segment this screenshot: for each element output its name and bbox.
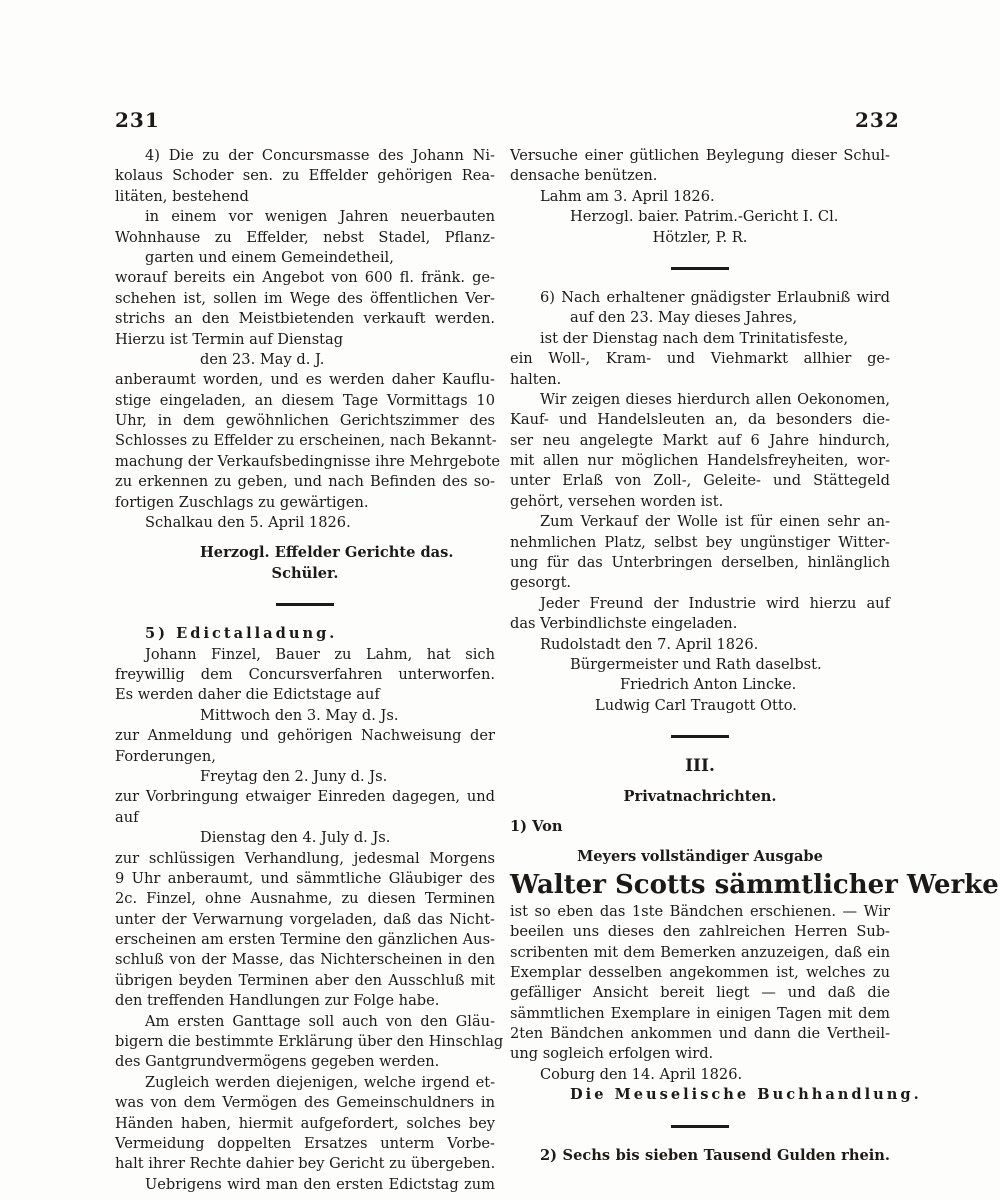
text-line: den treffenden Handlungen zur Folge habe. <box>115 992 440 1010</box>
text-line: Kauf- und Handelsleuten an, da besonders die- <box>510 411 890 429</box>
text-line: Bürgermeister und Rath daselbst. <box>570 655 822 673</box>
spacer <box>510 746 890 756</box>
right-text-column <box>510 146 999 1166</box>
text-line: Mittwoch den 3. May d. Js. <box>200 706 399 724</box>
text-line: gesorgt. <box>510 574 572 592</box>
spacer <box>510 807 890 817</box>
text-line: strichs an den Meistbietenden verkauft werden. <box>115 310 495 328</box>
text-line: Uhr, in dem gewöhnlichen Gerichtszimmer des <box>115 412 495 430</box>
text-line: das Verbindlichste eingeladen. <box>510 615 738 633</box>
text-line: Herzogl. baier. Patrim.-Gericht I. Cl. <box>570 208 839 226</box>
text-line: Die Meuselische Buchhandlung. <box>570 1086 922 1104</box>
text-line: auf <box>115 808 139 826</box>
text-line: kolaus Schoder sen. zu Effelder gehörigen Rea- <box>115 167 495 185</box>
text-line: anberaumt worden, und es werden daher Kauflu- <box>115 371 495 389</box>
text-line: 5) Edictalladung. <box>145 625 338 643</box>
text-line: nehmlichen Platz, selbst bey ungünstiger Witter- <box>510 533 890 551</box>
spacer <box>510 716 890 726</box>
section-divider <box>510 258 890 278</box>
text-line: 2c. Finzel, ohne Ausnahme, zu diesen Terminen <box>115 890 495 908</box>
text-line: zu erkennen zu geben, und nach Befinden des so- <box>115 473 495 491</box>
text-line: bigern die bestimmte Erklärung über den Hinschlag <box>115 1033 504 1051</box>
text-line: garten und einem Gemeindetheil, <box>145 248 394 266</box>
text-line: Forderungen, <box>115 747 216 765</box>
text-line: schluß von der Masse, das Nichterscheinen in den <box>115 951 495 969</box>
text-line: sämmtlichen Exemplare in einigen Tagen mit dem <box>510 1004 890 1022</box>
text-line: Am ersten Ganttage soll auch von den Gläu- <box>145 1012 495 1030</box>
text-line: mit allen nur möglichen Handelsfreyheiten, wor- <box>510 452 890 470</box>
text-line: Friedrich Anton Lincke. <box>620 676 797 694</box>
text-line: ist so eben das 1ste Bändchen erschienen. — Wir <box>510 902 890 920</box>
spacer <box>510 1106 890 1116</box>
text-line: gefälliger Ansicht bereit liegt — und daß die <box>510 984 890 1002</box>
text-line: ist der Dienstag nach dem Trinitatisfeste, <box>540 329 849 347</box>
text-line: übrigen beyden Terminen aber den Ausschluß mit <box>115 971 495 989</box>
text-line: Hötzler, P. R. <box>652 228 748 246</box>
text-line: halten. <box>510 370 562 388</box>
text-line: Schlosses zu Effelder zu erscheinen, nach Bekannt- <box>115 432 497 450</box>
text-line: Exemplar desselben angekommen ist, welches zu <box>510 963 890 981</box>
text-line: litäten, bestehend <box>115 187 249 205</box>
text-line: zur schlüssigen Verhandlung, jedesmal Morgens <box>115 849 495 867</box>
text-line: Zugleich werden diejenigen, welche irgend et- <box>145 1073 495 1091</box>
text-line: Wir zeigen dieses hierdurch allen Oekonomen, <box>540 390 890 408</box>
text-line: Zum Verkauf der Wolle ist für einen sehr an- <box>540 513 890 531</box>
text-line: 1) Von <box>510 817 563 835</box>
left-text-column <box>115 146 504 1195</box>
text-line: Freytag den 2. Juny d. Js. <box>200 767 388 785</box>
page-number-left: 231 <box>115 108 160 132</box>
text-line: machung der Verkaufsbedingnisse ihre Mehrgebote <box>115 452 501 470</box>
text-line: Schalkau den 5. April 1826. <box>145 514 351 532</box>
text-line: beeilen uns dieses den zahlreichen Herren Sub- <box>510 923 890 941</box>
text-line: Händen haben, hiermit aufgefordert, solches bey <box>115 1114 495 1132</box>
text-line: Meyers vollständiger Ausgabe <box>577 848 823 866</box>
text-line: halt ihrer Rechte dahier bey Gericht zu übergeben. <box>115 1155 496 1173</box>
text-line: worauf bereits ein Angebot von 600 fl. fränk. ge- <box>115 269 495 287</box>
text-line: 2) Sechs bis sieben Tausend Gulden rhein. <box>540 1146 890 1164</box>
spacer <box>510 1136 890 1146</box>
text-line: Es werden daher die Edictstage auf <box>115 686 380 704</box>
text-line: was von dem Vermögen des Gemeinschuldners in <box>115 1094 495 1112</box>
text-line: Hierzu ist Termin auf Dienstag <box>115 330 344 348</box>
spacer <box>115 584 495 594</box>
text-line: auf den 23. May dieses Jahres, <box>570 309 798 327</box>
text-line: Privatnachrichten. <box>623 787 777 805</box>
text-line: in einem vor wenigen Jahren neuerbauten <box>145 208 495 226</box>
text-line: ein Woll-, Kram- und Viehmarkt allhier ge- <box>510 350 890 368</box>
text-line: freywillig dem Concursverfahren unterworfen. <box>115 665 495 683</box>
text-line: gehört, versehen worden ist. <box>510 492 724 510</box>
text-line: Ludwig Carl Traugott Otto. <box>595 696 797 714</box>
text-line: scribenten mit dem Bemerken anzuzeigen, daß ein <box>510 943 890 961</box>
text-line: Wohnhause zu Effelder, nebst Stadel, Pflanz- <box>115 228 495 246</box>
text-line: Herzogl. Effelder Gerichte das. <box>200 544 454 562</box>
page-number-right: 232 <box>855 108 900 132</box>
spacer <box>115 533 495 543</box>
text-line: III. <box>685 756 715 777</box>
spacer <box>510 777 890 787</box>
text-line: 9 Uhr anberaumt, und sämmtliche Gläubiger des <box>115 869 495 887</box>
text-line: Rudolstadt den 7. April 1826. <box>540 635 759 653</box>
spacer <box>510 248 890 258</box>
text-line: ser neu angelegte Markt auf 6 Jahre hindurch, <box>510 431 890 449</box>
text-line: Jeder Freund der Industrie wird hierzu auf <box>540 594 890 612</box>
section-divider <box>510 1116 890 1136</box>
text-line: zur Vorbringung etwaiger Einreden dagegen, und <box>115 788 495 806</box>
text-line: densache benützen. <box>510 167 658 185</box>
text-line: 6) Nach erhaltener gnädigster Erlaubniß wird <box>540 288 890 306</box>
text-line: fortigen Zuschlags zu gewärtigen. <box>115 493 369 511</box>
text-line: Walter Scotts sämmtlicher Werke <box>510 869 999 900</box>
spacer <box>510 837 890 847</box>
text-line: ung sogleich erfolgen wird. <box>510 1045 714 1063</box>
text-line: erscheinen am ersten Termine den gänzlichen Aus- <box>115 931 495 949</box>
text-line: schehen ist, sollen im Wege des öffentlichen Ver- <box>115 289 495 307</box>
text-line: unter Erlaß von Zoll-, Geleite- und Stättegeld <box>510 472 890 490</box>
spacer <box>510 278 890 288</box>
text-line: 2ten Bändchen ankommen und dann die Vertheil- <box>510 1025 890 1043</box>
text-line: Vermeidung doppelten Ersatzes unterm Vorbe- <box>115 1134 495 1152</box>
section-divider <box>115 594 495 614</box>
text-line: 4) Die zu der Concursmasse des Johann Ni- <box>145 147 495 164</box>
text-line: Lahm am 3. April 1826. <box>540 187 715 205</box>
text-line: stige eingeladen, an diesem Tage Vormittags 10 <box>115 391 495 409</box>
text-line: Dienstag den 4. July d. Js. <box>200 829 391 847</box>
text-line: Johann Finzel, Bauer zu Lahm, hat sich <box>145 645 495 663</box>
text-line: Schüler. <box>271 564 339 582</box>
text-line: ung für das Unterbringen derselben, hinlänglich <box>510 554 890 572</box>
text-line: des Gantgrundvermögens gegeben werden. <box>115 1053 440 1071</box>
text-line: unter der Verwarnung vorgeladen, daß das Nicht- <box>115 910 495 928</box>
text-line: den 23. May d. J. <box>200 350 325 368</box>
text-line: Versuche einer gütlichen Beylegung dieser Schul- <box>510 147 890 164</box>
spacer <box>115 614 495 624</box>
text-line: Coburg den 14. April 1826. <box>540 1065 743 1083</box>
text-line: zur Anmeldung und gehörigen Nachweisung der <box>115 727 495 745</box>
section-divider <box>510 726 890 746</box>
text-line: Uebrigens wird man den ersten Edictstag zum <box>145 1175 495 1193</box>
